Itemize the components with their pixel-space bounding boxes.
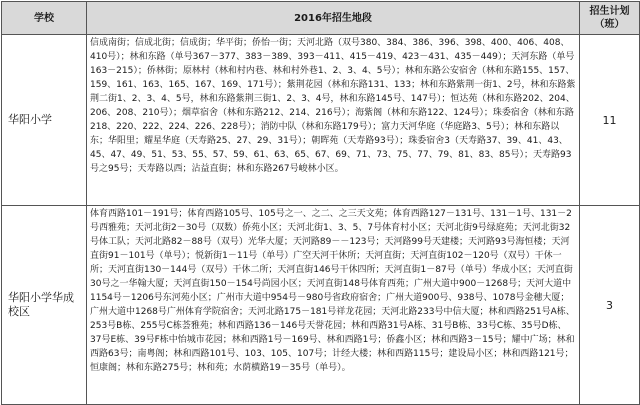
table-row [2,35,640,206]
school-name: 华阳小学 [2,35,87,206]
header-row [2,2,640,35]
header-school: 学校 [2,2,87,35]
school-name: 华阳小学华成校区 [2,206,87,405]
enrollment-area: 信成南街；信成北街；信成街；华平街；侨怡一街；天河北路（双号380、384、386、396、398、400、406、408、410号）；林和东路（单号367－377、383－389、393－411、415－419、423－431、435－449）；天河东路（单号163－215）；侨林街；原林村（林和村内巷、林和村外巷1、2、3、4、5号）；林和东路公安宿舍（林和东路155、157、159、161、163、165、167、169、171号）；紫荆花园（林和东路131、133；林和东路紫荆一街1、2号，林和东路紫荆二街1、2、3、4、5号，林和东路紫荆三街1、2、3、4号，林和东路145号、147号）；恒达苑（林和东路202、204、206、208、210号）；烟草宿舍（林和东路212、214、216号）；海紫阁（林和东路122、124号）；珠委宿舍（林和东路218、220、222、224、226、228号）；消防中队（林和东路179号）；富力天河华庭（华庭路3、5号）；林和东路以东；华阳里；耀星华庭（天寿路25、27、29、31号）；朝晖苑（天寿路93号）；珠委宿舍3（天寿路37、39、41、43、45、47、49、51、53、55、57、59、61、63、65、67、69、71、73、75、77、79、81、83、85号）；天寿路93号之95号；天寿路以西；沾益直街；林和东路267号峻林小区。 [87,35,580,206]
enrollment-table [1,1,640,405]
header-area: 2016年招生地段 [87,2,580,35]
class-count: 3 [580,206,640,405]
enrollment-area: 体育西路101－191号；体育西路105号、105号之一、之二、之三天文苑；体育西路127－131号、131－1号、131－2号西雅苑；天河北街2－30号（双数）侨苑小区；天河北街1、3、5、7号体育村小区；天河北街9号绿庭苑；天河北街32号体工队；天河北路82－88号（双号）光华大厦；天河路89－－123号；天河路99号天建楼；天河路93号海恒楼；天河直街91－101号（单号）；悦新街1－11号（单号）广空天河干休所；天河直街；天河直街102－120号（双号）干休一所；天河直街130－144号（双号）干休二所；天河直街146号干休四所；天河直街1－87号（单号）华成小区；天河直街30号之一华翰大厦；天河直街150－154号尚园小区；天河直街148号体育西苑；广州大道中900－1268号；天河大道中1154号－1206号东河苑小区；广州市大道中954号－980号省政府宿舍；广州大道900号、938号、1078号金穗大厦；广州大道中1268号广州体育学院宿舍；天河北路175－181号祥龙花园；天河北路233号中信大厦；林和西路251号A栋、253号B栋、255号C栋荟雅苑；林和西路136－146号天誉花园；林和西路31号A栋、31号B栋、33号C栋、35号D栋、37号E栋、39号F栋中怡城市花园；林和西路1号－169号、林和西路1号；侨鑫小区；林和西路3－15号；耀中广场；林和西路63号；南粤阁；林和西路101号、103、105、107号；计经大楼；林和西路115号；建设局小区；林和西路121号；恒康阁；林和东路275号；林和苑；水荫横路19－35号（单号）。 [87,206,580,405]
header-classes: 招生计划（班） [580,2,640,35]
class-count: 11 [580,35,640,206]
table-row [2,206,640,405]
